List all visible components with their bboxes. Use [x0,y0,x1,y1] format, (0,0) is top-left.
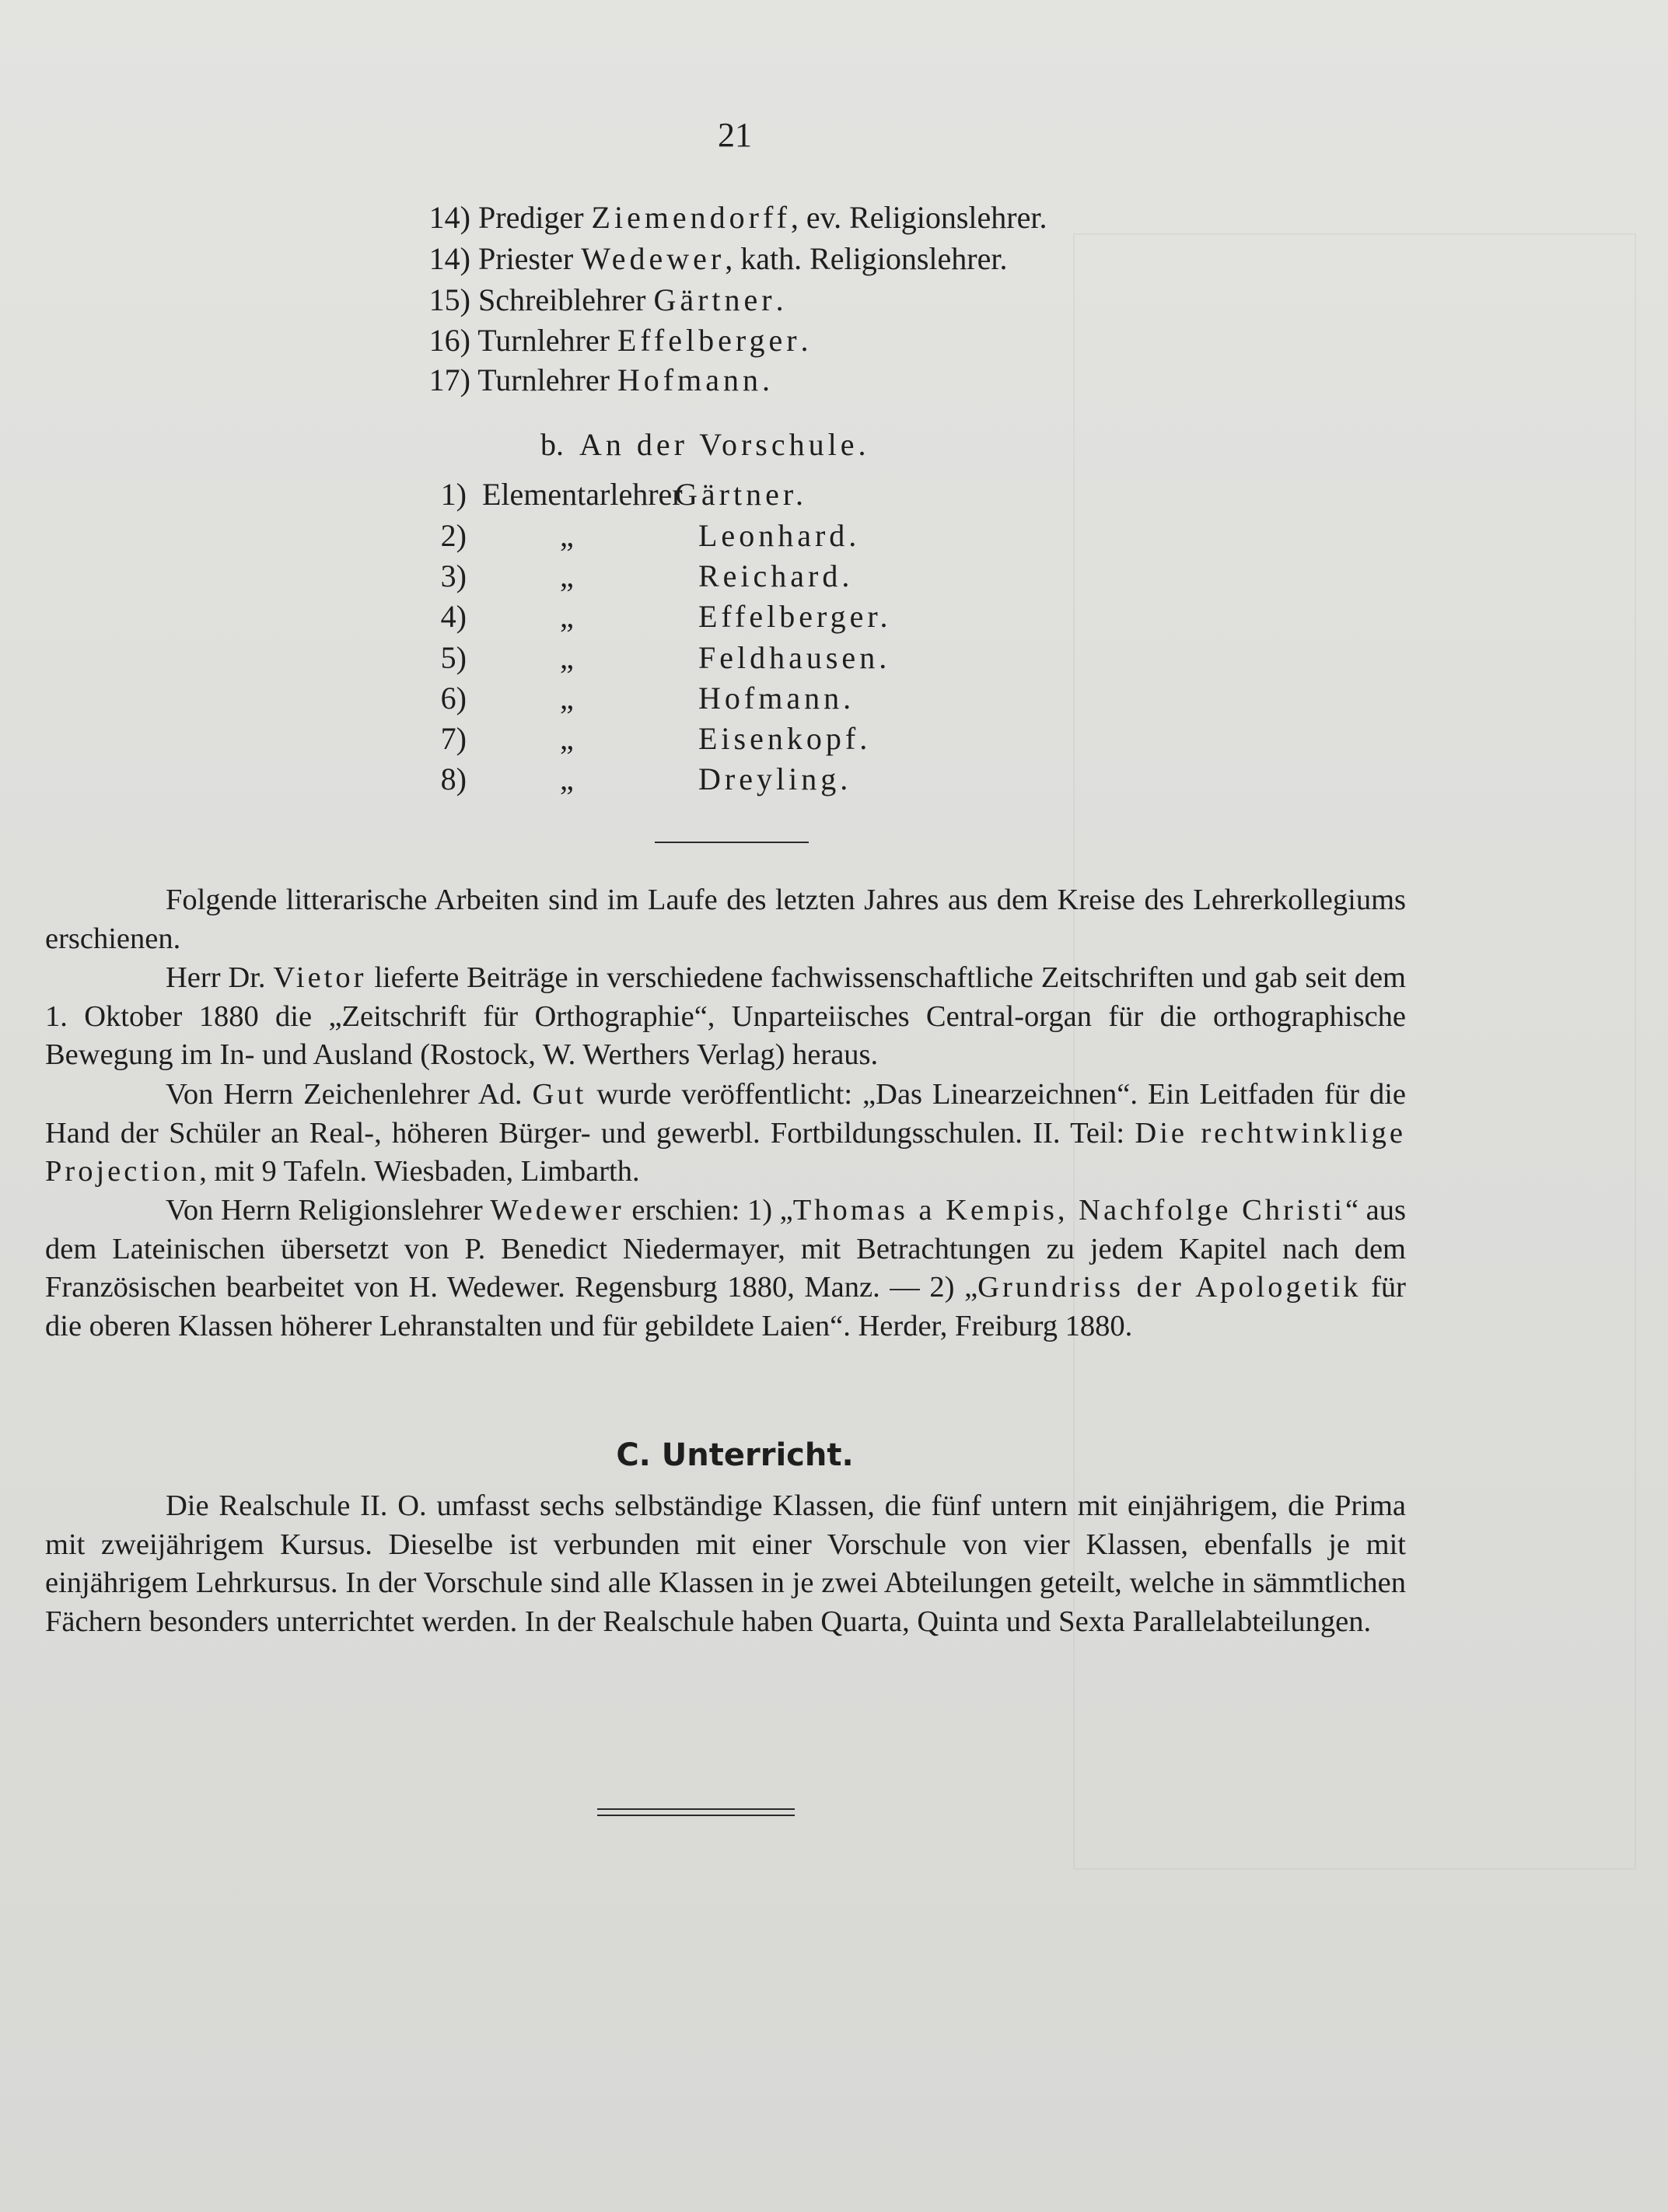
staff-line: 17) Turnlehrer Hofmann. [428,362,770,397]
staff-line: 16) Turnlehrer Effelberger. [428,323,809,358]
staff-line: 14) Prediger Ziemendorff, ev. Religionslehrer. [428,200,1047,235]
staff-line: 14) Priester Wedewer, kath. Religionslehrer. [428,241,1008,276]
section-divider [655,842,809,843]
end-divider [597,1808,795,1816]
document-page: 21 14) Prediger Ziemendorff, ev. Religionslehrer. 14) Priester Wedewer, kath. Religionslehrer. 15) Schreiblehrer Gärtner. 16) Turnlehrer Effelberger. 17) Turnlehrer Hofmann. b. An der Vorschule. 1) Elementarlehrer Gärtner. 2) „ Leonhard. 3) „ Reichard. 4) „ Effelberger. 5) „ Feldhausen. 6) „ Hofmann. 7) „ Eisenkopf. 8) „ Dreyling. Folgende litterarische Arbeiten sind im Laufe des letzten Jahres aus dem Kreise des Lehrerkollegiums erschienen. Herr Dr. Vietor lieferte Beiträge in verschiedene fachwissenschaftliche Zeitschriften und gab seit dem 1. Oktober 1880 die „Zeitschrift für Orthographie“, Unparteiisches Central-organ für die orthographische Bewegung im In- und Ausland (Rostock, W. Werthers Verlag) heraus. Von Herrn Zeichenlehrer Ad. Gut wurde veröffentlicht: „Das Linearzeichnen“. Ein Leitfaden für die Hand der Schüler an Real-, höheren Bürger- und gewerbl. Fortbildungsschulen. II. Teil: Die rechtwinklige Projection, mit 9 Tafeln. Wiesbaden, Limbarth. Von Herrn Religionslehrer Wedewer erschien: 1) „Thomas a Kempis, Nachfolge Christi“ aus dem Lateinischen übersetzt von P. Benedict Niedermayer, mit Betrachtungen zu jedem Kapitel nach dem Französischen bearbeitet von H. Wedewer. Regensburg 1880, Manz. — 2) „Grundriss der Apologetik für die oberen Klassen höherer Lehranstalten und für gebildete Laien“. Herder, Freiburg 1880. C. Unterricht. Die Realschule II. O. umfasst sechs selbständige Klassen, die fünf untern mit einjährigem, die Prima mit zweijährigem Kursus. Dieselbe ist verbunden mit einer Vorschule von vier Klassen, ebenfalls je mit einjährigem Lehrkursus. In der Vorschule sind alle Klassen in je zwei Abteilungen geteilt, welche in sämmtlichen Fächern besonders unterrichtet werden. In der Realschule haben Quarta, Quinta und Sexta Parallelabteilungen. [0,0,1668,2212]
section-title-unterricht: C. Unterricht. [616,1437,854,1473]
paragraph-wedewer: Von Herrn Religionslehrer Wedewer erschien: 1) „Thomas a Kempis, Nachfolge Christi“ aus dem Lateinischen übersetzt von P. Benedict Niedermayer, mit Betrachtungen zu jedem Kapitel nach dem Französischen bearbeitet von H. Wedewer. Regensburg 1880, Manz. — 2) „Grundriss der Apologetik für die oberen Klassen höherer Lehranstalten und für gebildete Laien“. Herder, Freiburg 1880. [45,1194,1406,1342]
paragraph-realschule: Die Realschule II. O. umfasst sechs selbständige Klassen, die fünf untern mit einjährigem, die Prima mit zweijährigem Kursus. Dieselbe ist verbunden mit einer Vorschule von vier Klassen, ebenfalls je mit einjährigem Lehrkursus. In der Vorschule sind alle Klassen in je zwei Abteilungen geteilt, welche in sämmtlichen Fächern besonders unterrichtet werden. In der Realschule haben Quarta, Quinta und Sexta Parallelabteilungen. [45,1489,1406,1638]
paragraph-vietor: Herr Dr. Vietor lieferte Beiträge in verschiedene fachwissenschaftliche Zeitschriften und gab seit dem 1. Oktober 1880 die „Zeitschrift für Orthographie“, Unparteiisches Central-organ für die orthographische Bewegung im In- und Ausland (Rostock, W. Werthers Verlag) heraus. [45,961,1406,1071]
vorschule-heading: b. An der Vorschule. [540,427,870,462]
staff-line: 15) Schreiblehrer Gärtner. [428,282,784,317]
paragraph-literary-intro: Folgende litterarische Arbeiten sind im Laufe des letzten Jahres aus dem Kreise des Lehrerkollegiums erschienen. [45,884,1406,955]
paragraph-gut: Von Herrn Zeichenlehrer Ad. Gut wurde veröffentlicht: „Das Linearzeichnen“. Ein Leitfaden für die Hand der Schüler an Real-, höheren Bürger- und gewerbl. Fortbildungsschulen. II. Teil: Die rechtwinklige Projection, mit 9 Tafeln. Wiesbaden, Limbarth. [45,1078,1406,1188]
page-number: 21 [718,116,752,154]
